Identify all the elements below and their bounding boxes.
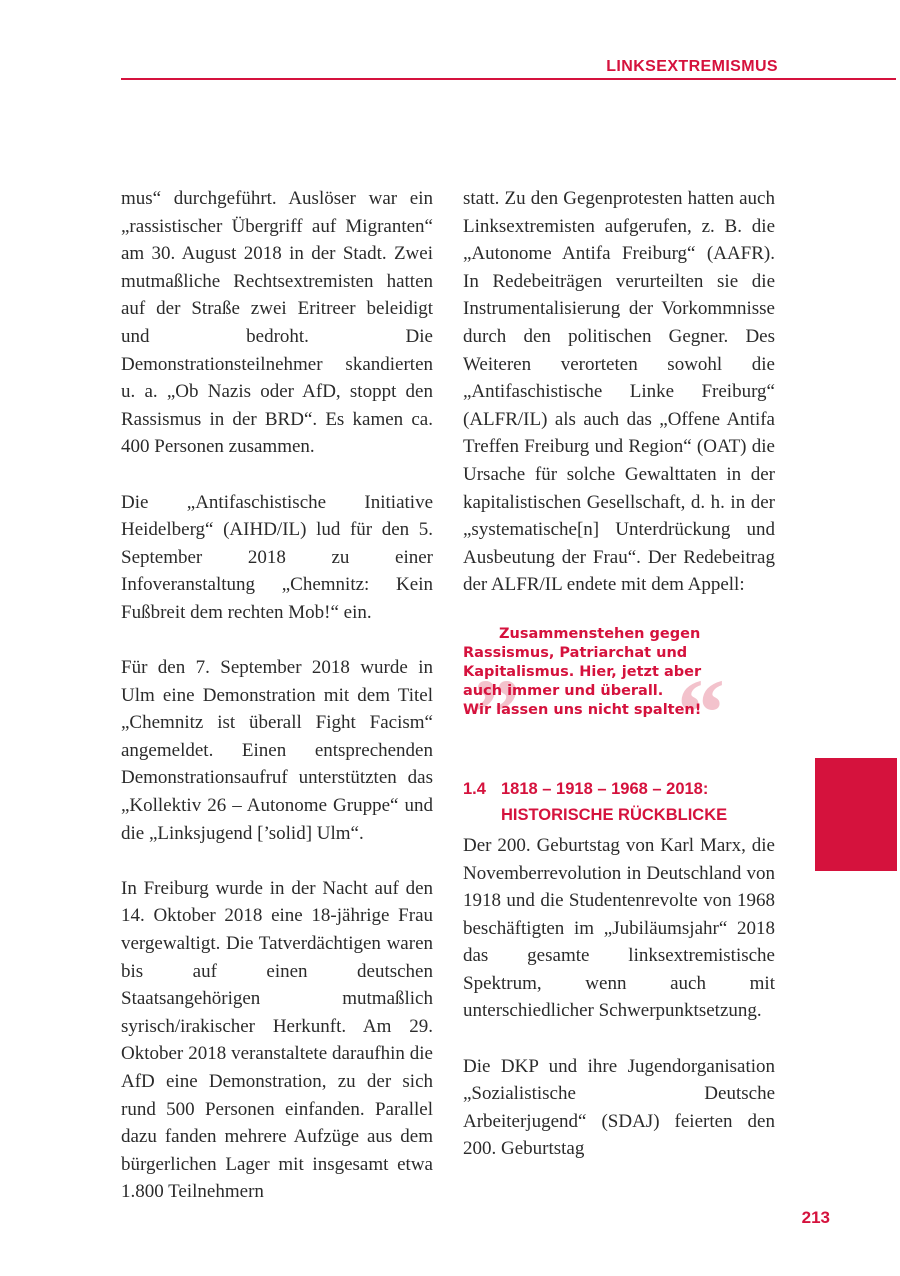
- quote-line: Wir lassen uns nicht spalten!: [463, 701, 702, 718]
- body-paragraph: In Freiburg wurde in der Nacht auf den 14. Oktober 2018 eine 18-jährige Frau vergewaltigt. Die Tatverdächtigen waren bis auf einen deutschen Staatsangehörigen mutmaßlich syrisch/irakischer Herkunft. Am 29. Oktober 2018 veranstaltete daraufhin die AfD eine Demonstration, zu der sich rund 500 Personen einfanden. Parallel dazu fanden mehrere Aufzüge aus dem bürgerlichen Lager mit insgesamt etwa 1.800 Teilnehmern: [121, 877, 433, 1203]
- section-title-line2: HISTORISCHE RÜCKBLICKE: [501, 805, 728, 824]
- running-header-title: LINKSEXTREMISMUS: [606, 58, 778, 75]
- quote-open-mark: „: [473, 608, 521, 716]
- page-number: 213: [801, 1208, 830, 1227]
- body-paragraph: mus“ durchgeführt. Auslöser war ein „rassistischer Übergriff auf Migranten“ am 30. August 2018 in der Stadt. Zwei mutmaßliche Rechtsextremisten hatten auf der Straße zwei Eritreer beleidigt und bedroht. Die Demonstrationsteilnehmer skandierten u. a. „Ob Nazis oder AfD, stoppt den Rassismus in der BRD“. Es kamen ca. 400 Personen zusammen.: [121, 188, 433, 458]
- section-number: 1.4: [463, 779, 486, 798]
- quote-line: Rassismus, Patriarchat und: [463, 644, 688, 661]
- section-title-line1: 1818 – 1918 – 1968 – 2018:: [501, 779, 709, 798]
- body-paragraph: Die „Antifaschistische Initiative Heidelberg“ (AIHD/IL) lud für den 5. September 2018 zu einer Infoveranstaltung „Chemnitz: Kein Fußbreit dem rechten Mob!“ ein.: [121, 491, 433, 623]
- body-paragraph: Für den 7. September 2018 wurde in Ulm eine Demonstration mit dem Titel „Chemnitz ist überall Fight Facism“ angemeldet. Einen entsprechenden Demonstrationsaufruf unterstützten das „Kollektiv 26 – Autonome Gruppe“ und die „Linksjugend [’solid] Ulm“.: [121, 657, 433, 844]
- quote-line: Zusammenstehen gegen: [499, 625, 701, 642]
- body-paragraph: Die DKP und ihre Jugendorganisation „Sozialistische Deutsche Arbeiterjugend“ (SDAJ) feierten den 200. Geburtstag: [463, 1055, 775, 1160]
- quote-text: [463, 625, 775, 720]
- quote-close-mark: “: [677, 658, 725, 766]
- quote-line: Kapitalismus. Hier, jetzt aber: [463, 663, 702, 680]
- left-column: [121, 185, 433, 1206]
- section-heading: [463, 776, 775, 828]
- body-paragraph: statt. Zu den Gegenprotesten hatten auch Linksextremisten aufgerufen, z. B. die „Autonome Antifa Freiburg“ (AAFR). In Redebeiträgen verurteilten sie die Instrumentalisierung der Vorkommnisse durch den politischen Gegner. Des Weiteren verorteten sowohl die „Antifaschistische Linke Freiburg“ (ALFR/IL) als auch das „Offene Antifa Treffen Freiburg und Region“ (OAT) die Ursache für solche Gewalttaten in der kapitalistischen Gesellschaft, d. h. in der „systematische[n] Unterdrückung und Ausbeutung der Frau“. Der Redebeitrag der ALFR/IL endete mit dem Appell:: [463, 188, 775, 596]
- right-column: [463, 185, 775, 1163]
- quote-line: auch immer und überall.: [463, 682, 664, 699]
- pull-quote: [463, 608, 775, 766]
- chapter-side-tab: [815, 758, 897, 871]
- body-paragraph: Der 200. Geburtstag von Karl Marx, die Novemberrevolution in Deutschland von 1918 und die Studentenrevolte von 1968 beschäftigten im „Jubiläumsjahr“ 2018 das gesamte linksextremistische Spektrum, wenn auch mit unterschiedlicher Schwerpunktsetzung.: [463, 834, 775, 1022]
- header-rule: [121, 78, 896, 80]
